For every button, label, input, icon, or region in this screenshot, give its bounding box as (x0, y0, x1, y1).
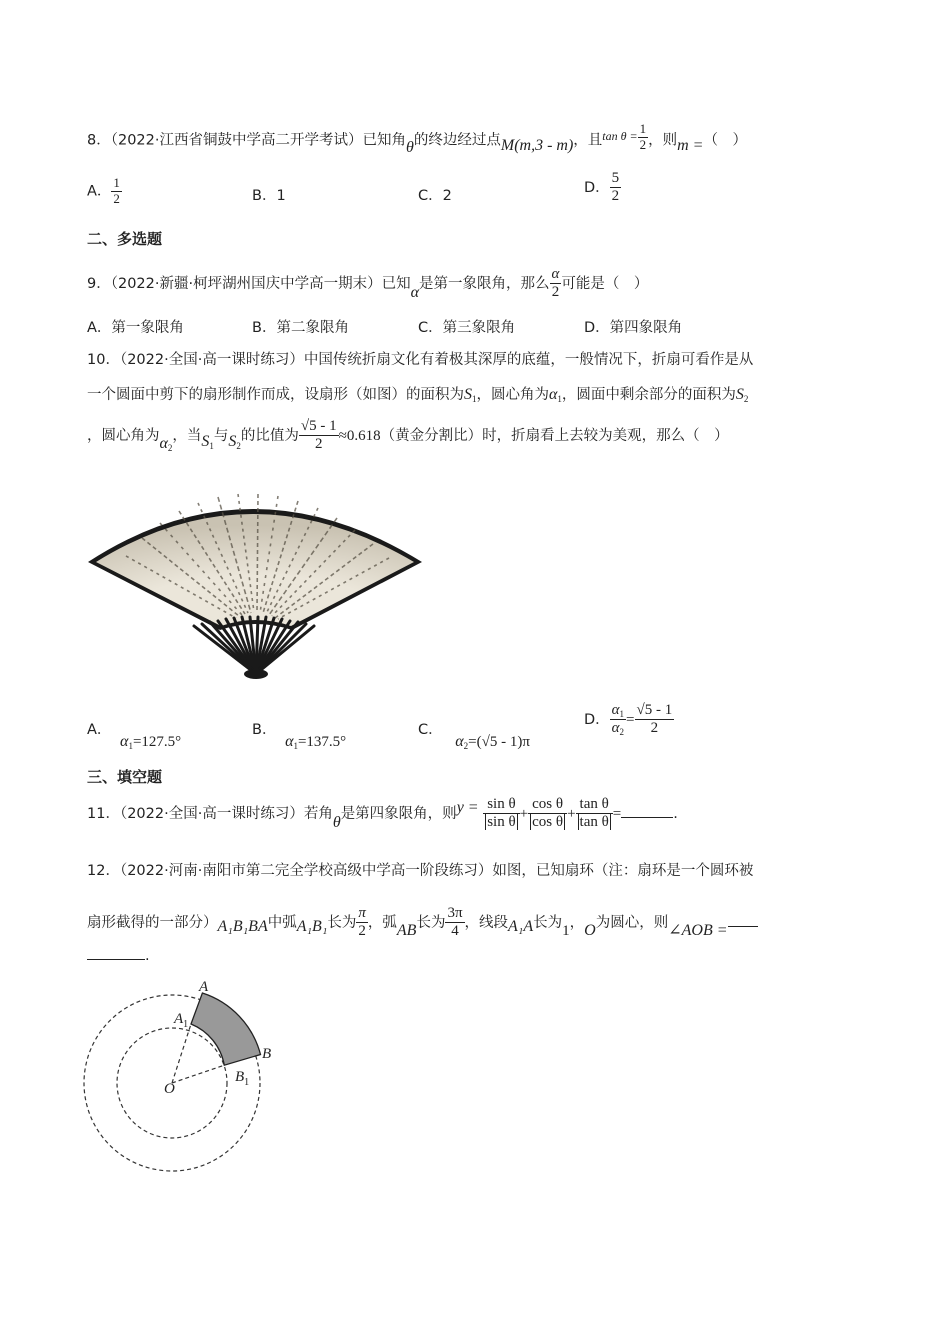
q12-ring: A₁B₁BA (217, 917, 268, 935)
q10-option-d-sub1: 1 (619, 709, 625, 719)
q9-number: 9． (87, 275, 111, 292)
q8-option-a-numerator: 1 (113, 175, 120, 190)
q12-text: 为圆心，则 (595, 914, 669, 931)
q8-source: （2022·江西省铜鼓中学高二开学考试） (110, 132, 363, 149)
q12-pi-den: 2 (358, 923, 366, 940)
q11-sin-num: sin θ (483, 796, 519, 814)
q8-number: 8． (87, 132, 111, 149)
q12-text: 长为 (327, 914, 357, 931)
q12-answer-blank-1[interactable] (728, 926, 758, 927)
q12-line-3 (87, 948, 150, 964)
q12-text: 中弧 (267, 914, 297, 931)
q8-line (87, 121, 747, 157)
q10-option-d-fraction (635, 702, 675, 738)
q10-text: 的比值为 (240, 427, 299, 444)
q12-source: （2022·河南·南阳市第二完全学校高级中学高一阶段练习） (119, 863, 493, 879)
q9-text: 可能是（ ） (561, 275, 649, 292)
q8-option-d-label: D． (584, 179, 610, 196)
q11-tan-num: tan θ (576, 796, 613, 814)
q8-option-c-value: 2 (442, 188, 452, 204)
q9-fraction-numerator: α (550, 266, 562, 284)
label-A1 (173, 1011, 188, 1030)
q10-option-d[interactable] (584, 702, 674, 738)
fan-ribs (194, 617, 314, 674)
q8-text: 的终边经过点 (413, 132, 501, 149)
q9-option-d[interactable]: D．第四象限角 (584, 320, 683, 336)
q12-number: 12． (87, 863, 120, 879)
q11-sin-abs: sin θ (487, 814, 516, 831)
q10-option-d-denominator: 2 (650, 720, 659, 737)
q10-option-c-value: =(√5 - 1)π (468, 734, 530, 750)
q11-plus: + (519, 805, 529, 822)
radius-ob (172, 1065, 224, 1083)
q10-option-a-alpha: α (120, 733, 129, 750)
q10-text: ，圆心角为 (476, 387, 549, 403)
q12-line-1 (87, 859, 753, 880)
q10-s2b-sub: 2 (236, 440, 241, 451)
q8-point: M(m,3 - m) (500, 137, 574, 155)
q10-text: ，圆心角为 (87, 427, 160, 444)
q9-text: 已知 (381, 275, 411, 292)
q8-option-d-fraction (610, 170, 622, 206)
q12-3pi-den: 4 (451, 923, 459, 940)
q11-tan-abs: tan θ (579, 814, 609, 831)
q8-option-a[interactable] (87, 176, 122, 207)
q12-one: 1 (562, 922, 570, 939)
q10-number: 10． (87, 352, 120, 368)
q9-line (87, 266, 648, 302)
q9-alpha: α (410, 283, 420, 301)
q12-text: ，弧 (367, 914, 397, 931)
q8-fraction-denominator: 2 (639, 136, 647, 152)
q10-option-b-sub: 1 (293, 741, 298, 751)
q9-fraction-denominator: 2 (551, 284, 560, 301)
q10-option-d-alpha-ratio (610, 702, 626, 738)
q8-tan: tan θ = (602, 129, 638, 144)
q10-text: （黄金分割比）时，折扇看上去较为美观，那么（ ） (380, 427, 729, 444)
q12-text: 扇形截得的一部分） (87, 914, 218, 931)
q10-line-1 (87, 348, 753, 369)
q10-golden-numerator: √5 - 1 (299, 418, 339, 436)
q10-option-c-sub: 2 (463, 741, 469, 751)
q9-option-b[interactable]: B．第二象限角 (252, 320, 349, 336)
q9-text: 是第一象限角，那么 (419, 275, 550, 292)
q11-tan-fraction (576, 796, 613, 832)
q10-approx: ≈0.618 (338, 427, 381, 444)
q10-s2b: S (228, 432, 237, 450)
label-A1-letter: A (174, 1011, 184, 1027)
q9-fraction (550, 266, 562, 302)
q11-theta: θ (332, 813, 341, 831)
q12-text: ，线段 (464, 914, 509, 931)
q8-text: 已知角 (362, 132, 406, 149)
q10-alpha2: α (159, 434, 168, 452)
q11-cos-fraction (528, 796, 567, 832)
q10-text: 中国传统折扇文化有着极其深厚的底蕴，一般情况下，折扇可看作是从 (303, 352, 754, 368)
q8-option-a-fraction (111, 176, 122, 207)
q12-text: 如图，已知扇环（注：扇环是一个圆环被 (492, 863, 754, 879)
q8-option-c-label: C． (418, 188, 443, 204)
q11-sin-fraction (483, 796, 519, 832)
q10-golden-denominator: 2 (315, 436, 323, 453)
q10-option-d-eq: = (626, 711, 635, 728)
q10-s2: S (735, 386, 744, 403)
q12-answer-blank-2[interactable] (87, 959, 145, 960)
q10-text: 一个圆面中剪下的扇形制作而成，设扇形（如图）的面积为 (87, 387, 464, 403)
label-B1-letter: B (235, 1069, 245, 1085)
q11-cos-abs: cos θ (532, 814, 564, 831)
label-B1 (235, 1069, 249, 1088)
q12-text: 长为 (533, 914, 563, 931)
q10-s1-sub: 1 (472, 394, 477, 404)
q10-line-2 (87, 383, 748, 404)
q10-alpha2-sub: 2 (167, 442, 173, 453)
q12-3pi-over-4 (445, 905, 464, 941)
q8-option-d-denominator: 2 (611, 188, 620, 205)
q10-option-c-label: C． (418, 722, 443, 738)
q12-O: O (584, 921, 596, 939)
q12-arc1: A₁B₁ (296, 917, 328, 935)
q10-option-b-value: =137.5° (297, 734, 347, 750)
q10-alpha1: α (549, 386, 558, 403)
section-fill-blank-heading: 三、填空题 (87, 768, 163, 786)
q11-number: 11． (87, 805, 120, 822)
q11-text: 是第四象限角，则 (340, 805, 457, 822)
q11-cos-num: cos θ (528, 796, 567, 814)
q12-seg: A₁A (508, 917, 534, 935)
q10-golden-fraction (299, 418, 339, 454)
q10-option-a-label: A． (87, 722, 112, 738)
q12-line-2 (87, 905, 758, 941)
q12-comma: ， (569, 914, 585, 931)
label-B: B (262, 1046, 272, 1062)
q11-answer-blank[interactable] (621, 817, 673, 818)
q9-option-c[interactable]: C．第三象限角 (418, 320, 516, 336)
fan-pivot (244, 669, 268, 679)
q8-option-b-value: 1 (276, 188, 286, 204)
q8-m: m = (677, 137, 704, 155)
q12-end: . (145, 948, 150, 964)
q11-plus: + (567, 805, 576, 822)
q8-fraction-numerator: 1 (639, 121, 647, 136)
q8-paren: （ ） (703, 132, 747, 149)
q10-option-a[interactable] (87, 718, 182, 751)
q8-option-c[interactable] (418, 184, 452, 205)
q12-arc2: AB (396, 921, 417, 939)
q10-s1b-sub: 1 (209, 440, 214, 451)
q12-angle: ∠AOB = (668, 921, 728, 939)
q8-option-a-label: A． (87, 183, 112, 200)
q10-option-d-alpha2: α (611, 720, 620, 737)
q11-end: . (673, 805, 678, 822)
q10-s2-sub: 2 (743, 394, 749, 404)
q10-option-d-sub2: 2 (619, 727, 625, 738)
q9-source: （2022·新疆·柯坪湖州国庆中学高一期末） (110, 275, 382, 292)
q11-eq: = (612, 805, 622, 822)
q10-option-d-label: D． (584, 711, 610, 728)
q11-source: （2022·全国·高一课时练习） (119, 805, 304, 822)
q10-option-d-numerator: √5 - 1 (635, 702, 675, 720)
label-A1-sub: 1 (183, 1019, 189, 1030)
label-B1-sub: 1 (244, 1077, 250, 1088)
q10-text: 与 (213, 427, 229, 444)
radius-oa (172, 1024, 191, 1083)
q8-option-d[interactable] (584, 170, 621, 206)
label-A: A (199, 979, 209, 995)
q12-pi-num: π (356, 905, 368, 923)
q10-text: ，当 (172, 427, 202, 444)
q10-option-b[interactable] (252, 718, 347, 751)
q8-option-d-numerator: 5 (610, 170, 622, 188)
q8-option-a-denominator: 2 (113, 190, 120, 206)
q9-option-a[interactable]: A．第一象限角 (87, 320, 184, 336)
q8-option-b-label: B． (252, 188, 277, 204)
section-multi-choice-heading: 二、多选题 (87, 230, 163, 248)
q10-option-a-sub: 1 (128, 741, 133, 751)
q12-pi-over-2 (356, 905, 368, 941)
q8-option-b[interactable] (252, 184, 286, 205)
q11-text: 若角 (303, 805, 333, 822)
q8-fraction (638, 122, 649, 153)
label-O: O (164, 1081, 175, 1097)
q10-option-a-value: =127.5° (132, 734, 182, 750)
q10-line-3 (87, 418, 729, 454)
annular-sector (191, 993, 261, 1065)
annular-sector-diagram (80, 975, 300, 1185)
q10-s1: S (464, 386, 472, 403)
q10-s1b: S (201, 432, 210, 450)
q8-text: ，且 (573, 132, 603, 149)
q8-theta: θ (406, 139, 414, 157)
q8-text: ，则 (648, 132, 678, 149)
q11-y: y = (456, 798, 479, 816)
folding-fan-image (86, 478, 426, 683)
q12-text: 长为 (416, 914, 446, 931)
fan-paper (96, 514, 414, 626)
q10-text: ，圆面中剩余部分的面积为 (561, 387, 736, 403)
q10-option-b-label: B． (252, 722, 277, 738)
q10-alpha1-sub: 1 (557, 394, 562, 404)
q11-line (87, 796, 678, 832)
q12-3pi-num: 3π (445, 905, 464, 923)
q10-option-d-alpha1: α (611, 702, 620, 718)
q10-option-b-alpha: α (285, 733, 294, 750)
q10-option-c-alpha: α (455, 733, 464, 750)
q10-source: （2022·全国·高一课时练习） (119, 352, 304, 368)
